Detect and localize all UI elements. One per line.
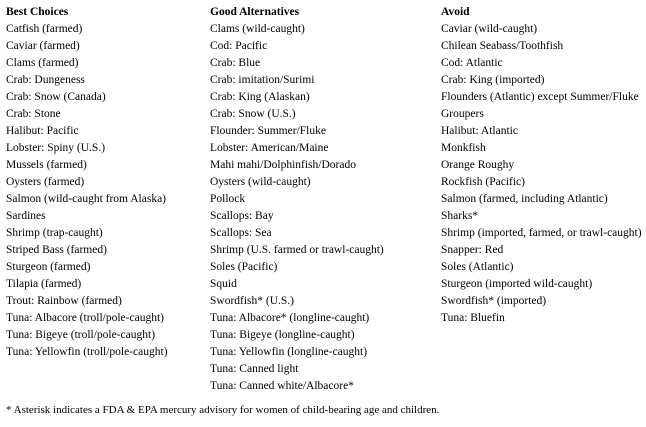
list-item: Tuna: Yellowfin (longline-caught) <box>210 346 368 358</box>
list-item: Tuna: Yellowfin (troll/pole-caught) <box>6 346 168 358</box>
column-header-avoid: Avoid <box>441 6 470 18</box>
list-item: Halibut: Atlantic <box>441 125 518 137</box>
list-item: Shrimp (U.S. farmed or trawl-caught) <box>210 244 384 256</box>
list-item: Shrimp (imported, farmed, or trawl-caught) <box>441 227 642 239</box>
list-item: Sturgeon (imported wild-caught) <box>441 278 593 290</box>
list-item: Crab: Dungeness <box>6 74 85 86</box>
list-item: Mahi mahi/Dolphinfish/Dorado <box>210 159 356 171</box>
list-avoid <box>441 21 646 327</box>
list-item: Tuna: Bigeye (longline-caught) <box>210 329 355 341</box>
list-item: Rockfish (Pacific) <box>441 176 525 188</box>
list-item: Crab: King (imported) <box>441 74 545 86</box>
column-header-best-choices: Best Choices <box>6 6 69 18</box>
list-item: Crab: Snow (U.S.) <box>210 108 296 120</box>
list-item: Crab: Snow (Canada) <box>6 91 106 103</box>
list-item: Flounder: Summer/Fluke <box>210 125 326 137</box>
list-item: Tuna: Albacore (troll/pole-caught) <box>6 312 164 324</box>
list-item: Cod: Atlantic <box>441 57 503 69</box>
list-item: Clams (wild-caught) <box>210 23 305 35</box>
list-item: Crab: Stone <box>6 108 61 120</box>
list-item: Lobster: Spiny (U.S.) <box>6 142 106 154</box>
list-item: Snapper: Red <box>441 244 504 256</box>
footnote: * Asterisk indicates a FDA & EPA mercury advisory for women of child-bearing age and children. <box>6 404 440 416</box>
list-item: Lobster: American/Maine <box>210 142 329 154</box>
list-item: Crab: King (Alaskan) <box>210 91 310 103</box>
list-item: Crab: imitation/Surimi <box>210 74 315 86</box>
list-item: Sharks* <box>441 210 479 222</box>
list-item: Catfish (farmed) <box>6 23 83 35</box>
list-item: Soles (Pacific) <box>210 261 278 273</box>
list-item: Tuna: Canned light <box>210 363 299 375</box>
column-best-choices <box>6 4 206 361</box>
list-item: Halibut: Pacific <box>6 125 79 137</box>
list-item: Striped Bass (farmed) <box>6 244 107 256</box>
list-item: Caviar (wild-caught) <box>441 23 538 35</box>
list-item: Clams (farmed) <box>6 57 79 69</box>
list-item: Soles (Atlantic) <box>441 261 514 273</box>
list-item: Tuna: Bluefin <box>441 312 505 324</box>
list-item: Oysters (wild-caught) <box>210 176 311 188</box>
list-item: Scallops: Bay <box>210 210 274 222</box>
list-item: Salmon (wild-caught from Alaska) <box>6 193 167 205</box>
list-item: Pollock <box>210 193 246 205</box>
list-best-choices <box>6 21 206 361</box>
list-item: Swordfish* (U.S.) <box>210 295 295 307</box>
list-item: Tuna: Bigeye (troll/pole-caught) <box>6 329 156 341</box>
list-item: Orange Roughy <box>441 159 515 171</box>
list-item: Flounders (Atlantic) except Summer/Fluke <box>441 91 639 103</box>
list-item: Tilapia (farmed) <box>6 278 82 290</box>
list-item: Swordfish* (imported) <box>441 295 547 307</box>
list-item: Caviar (farmed) <box>6 40 80 52</box>
list-item: Monkfish <box>441 142 486 154</box>
list-item: Salmon (farmed, including Atlantic) <box>441 193 608 205</box>
list-item: Scallops: Sea <box>210 227 272 239</box>
list-item: Squid <box>210 278 237 290</box>
column-good-alternatives <box>210 4 436 395</box>
list-item: Chilean Seabass/Toothfish <box>441 40 564 52</box>
list-item: Mussels (farmed) <box>6 159 87 171</box>
list-item: Cod: Pacific <box>210 40 268 52</box>
column-header-good-alternatives: Good Alternatives <box>210 6 300 18</box>
list-item: Trout: Rainbow (farmed) <box>6 295 122 307</box>
list-item: Tuna: Albacore* (longline-caught) <box>210 312 370 324</box>
list-good-alternatives <box>210 21 436 395</box>
list-item: Oysters (farmed) <box>6 176 85 188</box>
list-item: Sardines <box>6 210 46 222</box>
list-item: Shrimp (trap-caught) <box>6 227 103 239</box>
list-item: Crab: Blue <box>210 57 261 69</box>
list-item: Sturgeon (farmed) <box>6 261 91 273</box>
column-avoid <box>441 4 646 327</box>
list-item: Groupers <box>441 108 484 120</box>
list-item: Tuna: Canned white/Albacore* <box>210 380 354 392</box>
